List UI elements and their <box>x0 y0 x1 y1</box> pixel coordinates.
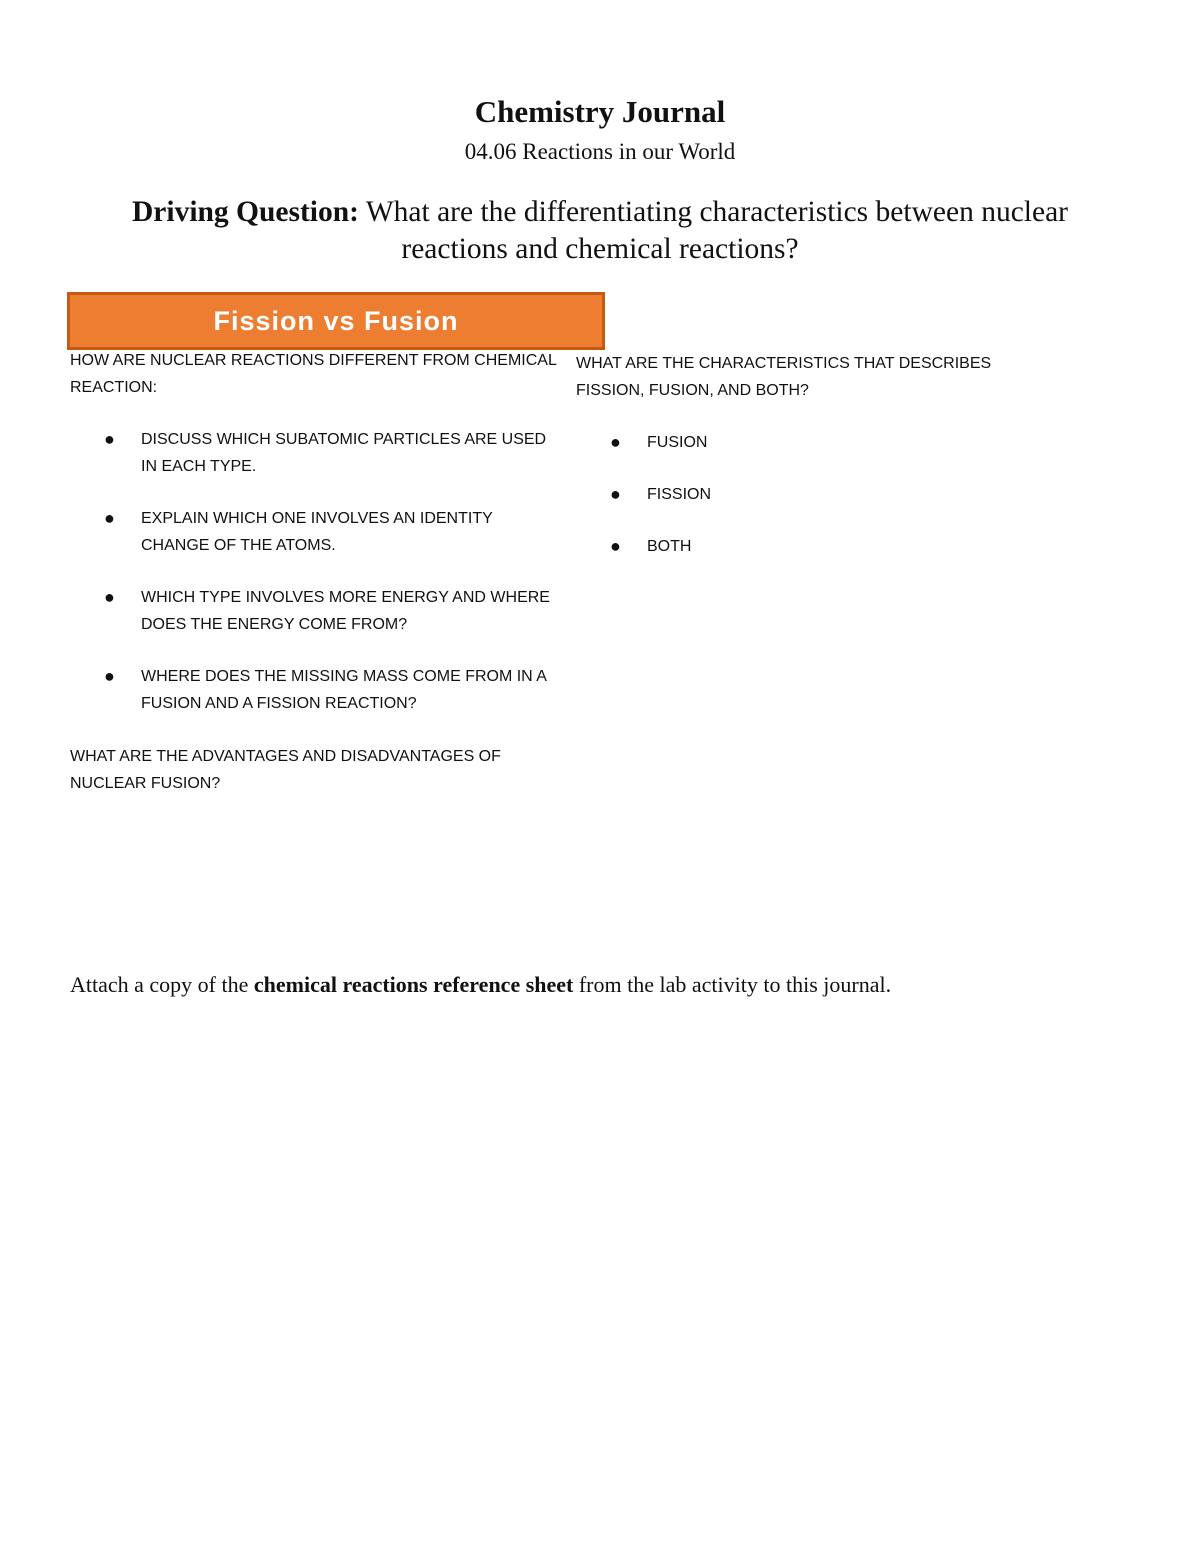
reference-sheet-text: chemical reactions reference sheet <box>253 972 574 997</box>
bullet-icon: ● <box>610 432 621 452</box>
right-bullet-list <box>576 429 1046 560</box>
driving-question <box>90 194 1110 268</box>
characteristics-question: WHAT ARE THE CHARACTERISTICS THAT DESCRIBES FISSION, FUSION, AND BOTH? <box>576 355 992 399</box>
page-subtitle: 04.06 Reactions in our World <box>464 139 736 164</box>
bullet-icon: ● <box>610 536 621 556</box>
list-item: ● WHICH TYPE INVOLVES MORE ENERGY AND WHERE DOES THE ENERGY COME FROM? <box>70 584 560 638</box>
bullet-icon: ● <box>104 508 115 528</box>
list-item: ● WHERE DOES THE MISSING MASS COME FROM IN A FUSION AND A FISSION REACTION? <box>70 663 560 717</box>
page-title: Chemistry Journal <box>474 94 726 129</box>
list-item: ● BOTH <box>576 533 1046 560</box>
left-column <box>70 347 560 797</box>
bullet-icon: ● <box>610 484 621 504</box>
section-banner-label: Fission vs Fusion <box>213 305 459 336</box>
attach-note: Attach a copy of the chemical reactions reference sheet from the lab activity to this journal. <box>70 972 892 997</box>
section-banner <box>67 292 605 350</box>
left-bullet-list <box>70 426 560 717</box>
bullet-icon: ● <box>104 666 115 686</box>
bullet-icon: ● <box>104 587 115 607</box>
list-item: ● FISSION <box>576 481 1046 508</box>
nuclear-vs-chemical-question: HOW ARE NUCLEAR REACTIONS DIFFERENT FROM CHEMICAL REACTION: <box>70 352 557 396</box>
list-item: ● DISCUSS WHICH SUBATOMIC PARTICLES ARE USED IN EACH TYPE. <box>70 426 560 480</box>
bullet-icon: ● <box>104 429 115 449</box>
right-column <box>576 350 1046 585</box>
advantages-question: WHAT ARE THE ADVANTAGES AND DISADVANTAGES OF NUCLEAR FUSION? <box>70 748 501 792</box>
driving-question-text: What are the differentiating characteristics between nuclear reactions and chemical reactions? <box>365 196 1068 265</box>
driving-question-label: Driving Question: <box>131 196 359 228</box>
list-item: ● FUSION <box>576 429 1046 456</box>
list-item: ● EXPLAIN WHICH ONE INVOLVES AN IDENTITY CHANGE OF THE ATOMS. <box>70 505 560 559</box>
